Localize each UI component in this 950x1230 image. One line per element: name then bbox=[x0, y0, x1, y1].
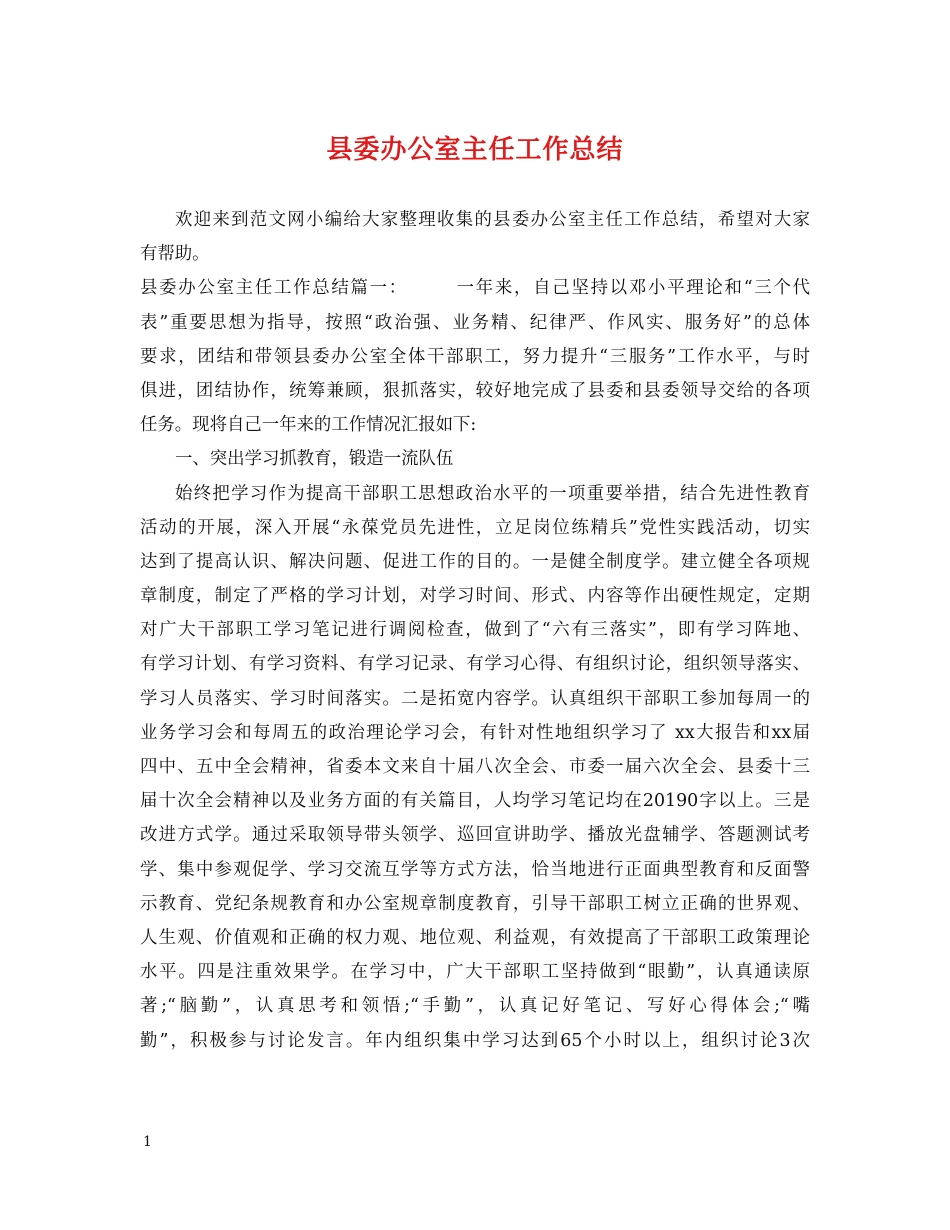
body-line: 勤”，积极参与讨论发言。年内组织集中学习达到65个小时以上，组织讨论3次 bbox=[140, 1030, 810, 1051]
body-line: 达到了提高认识、解决问题、促进工作的目的。一是健全制度学。建立健全各项规 bbox=[140, 551, 810, 572]
body-line: 届十次全会精神以及业务方面的有关篇目，人均学习笔记均在20190字以上。三是 bbox=[140, 791, 810, 812]
body-line: 一、突出学习抓教育，锻造一流队伍 bbox=[175, 449, 454, 470]
body-line: 学、集中参观促学、学习交流互学等方式方法，恰当地进行正面典型教育和反面警 bbox=[140, 859, 810, 880]
body-line: 著;“脑勤”，认真思考和领悟;“手勤”，认真记好笔记、写好心得体会;“嘴 bbox=[140, 996, 810, 1017]
body-line: 章制度，制定了严格的学习计划，对学习时间、形式、内容等作出硬性规定，定期 bbox=[140, 586, 810, 607]
body-line: 要求，团结和带领县委办公室全体干部职工，努力提升“三服务”工作水平，与时 bbox=[140, 346, 810, 367]
document-title: 县委办公室主任工作总结 bbox=[326, 135, 624, 165]
body-line: 示教育、党纪条规教育和办公室规章制度教育，引导干部职工树立正确的世界观、 bbox=[140, 893, 810, 914]
body-line: 有学习计划、有学习资料、有学习记录、有学习心得、有组织讨论，组织领导落实、 bbox=[140, 654, 810, 675]
body-line: 改进方式学。通过采取领导带头领学、巡回宣讲助学、播放光盘辅学、答题测试考 bbox=[140, 825, 810, 846]
body-line: 业务学习会和每周五的政治理论学习会，有针对性地组织学习了 xx大报告和xx届 bbox=[140, 722, 810, 743]
body-line: 俱进，团结协作，统筹兼顾，狠抓落实，较好地完成了县委和县委领导交给的各项 bbox=[140, 380, 810, 401]
body-line: 活动的开展，深入开展“永葆党员先进性，立足岗位练精兵”党性实践活动，切实 bbox=[140, 517, 810, 538]
body-line: 任务。现将自己一年来的工作情况汇报如下: bbox=[140, 415, 477, 436]
body-line: 人生观、价值观和正确的权力观、地位观、利益观，有效提高了干部职工政策理论 bbox=[140, 927, 810, 948]
page-number: 1 bbox=[143, 1134, 152, 1150]
body-line: 对广大干部职工学习笔记进行调阅检查，做到了“六有三落实”，即有学习阵地、 bbox=[140, 620, 810, 641]
body-line: 欢迎来到范文网小编给大家整理收集的县委办公室主任工作总结，希望对大家 bbox=[175, 210, 810, 230]
body-line: 四中、五中全会精神，省委本文来自十届八次全会、市委一届六次全会、县委十三 bbox=[140, 757, 810, 777]
body-line: 县委办公室主任工作总结篇一： 一年来，自己坚持以邓小平理论和“三个代 bbox=[140, 278, 810, 299]
body-line: 始终把学习作为提高干部职工思想政治水平的一项重要举措，结合先进性教育 bbox=[175, 483, 810, 504]
body-line: 学习人员落实、学习时间落实。二是拓宽内容学。认真组织干部职工参加每周一的 bbox=[140, 688, 810, 709]
body-line: 水平。四是注重效果学。在学习中，广大干部职工坚持做到“眼勤”，认真通读原 bbox=[140, 962, 810, 983]
body-line: 有帮助。 bbox=[140, 244, 210, 265]
body-line: 表”重要思想为指导，按照“政治强、业务精、纪律严、作风实、服务好”的总体 bbox=[140, 312, 810, 333]
document-body bbox=[140, 203, 810, 1058]
